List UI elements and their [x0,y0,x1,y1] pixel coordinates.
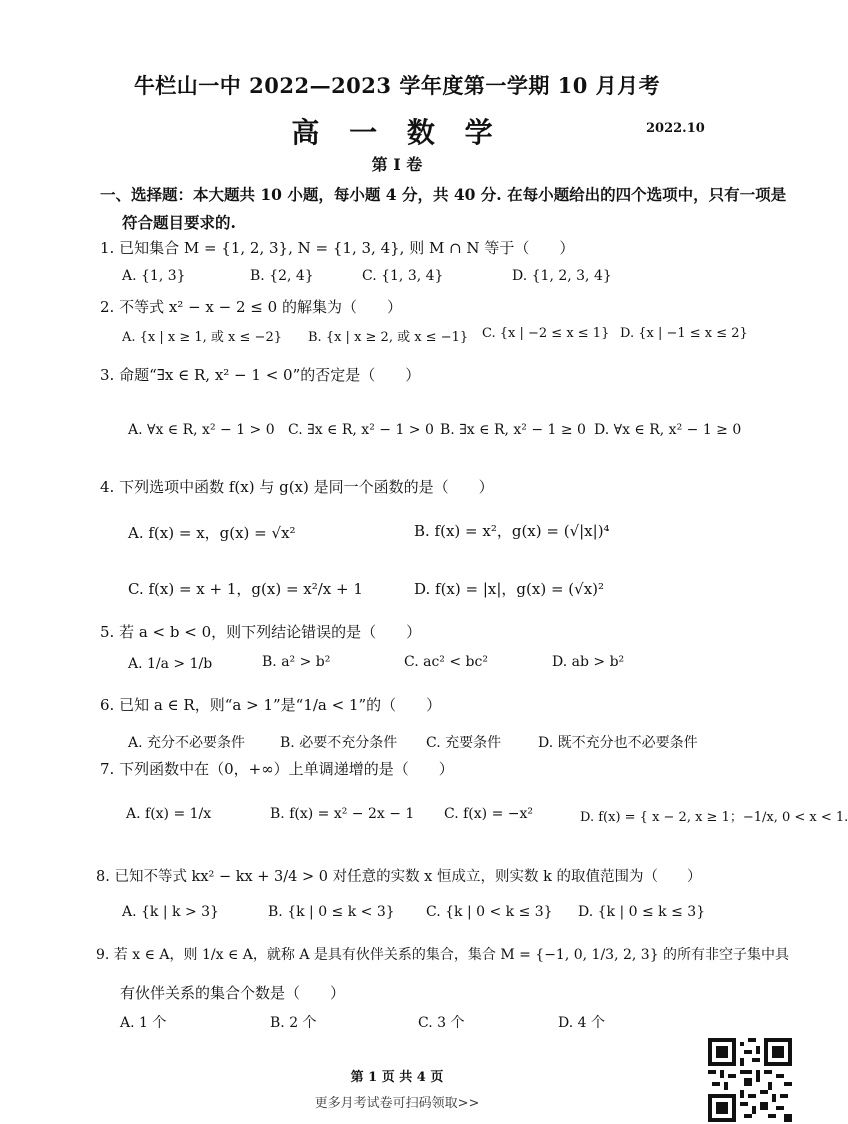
question-8-option-a: A. {k | k > 3} [122,904,219,920]
page-number: 第 1 页 共 4 页 [350,1070,444,1085]
question-1-option-b: B. {2, 4} [250,268,314,284]
question-3-option-c: C. ∃x ∈ R, x² − 1 > 0 [288,422,434,438]
question-8-option-c: C. {k | 0 < k ≤ 3} [426,904,553,920]
question-2-option-b: B. {x | x ≥ 2, 或 x ≤ −1} [308,330,469,345]
question-8-option-d: D. {k | 0 ≤ k ≤ 3} [578,904,706,920]
question-1-option-a: A. {1, 3} [122,268,186,284]
question-7-option-c: C. f(x) = −x² [444,806,533,822]
volume-label: 第 I 卷 [371,155,423,174]
question-2-option-c: C. {x | −2 ≤ x ≤ 1} [482,326,610,341]
question-3-stem: 3. 命题“∃x ∈ R, x² − 1 < 0”的否定是（ ） [100,366,421,384]
question-9-option-d: D. 4 个 [558,1015,605,1031]
question-7-option-a: A. f(x) = 1/x [126,806,212,822]
question-7-stem: 7. 下列函数中在（0，+∞）上单调递增的是（ ） [100,760,454,778]
question-3-option-d: D. ∀x ∈ R, x² − 1 ≥ 0 [594,422,742,438]
question-6-stem: 6. 已知 a ∈ R，则“a > 1”是“1/a < 1”的（ ） [100,696,442,714]
question-9-option-a: A. 1 个 [120,1015,167,1031]
question-5-option-a: A. 1/a > 1/b [128,656,213,672]
exam-title: 牛栏山一中 2022—2023 学年度第一学期 10 月月考 [133,73,661,98]
question-7-option-d: D. f(x) = { x − 2, x ≥ 1；−1/x, 0 < x < 1. [580,810,848,825]
qr-code-icon[interactable] [708,1038,792,1122]
question-4-option-a: A. f(x) = x，g(x) = √x² [128,524,296,542]
question-8-stem: 8. 已知不等式 kx² − kx + 3/4 > 0 对任意的实数 x 恒成立，则实数 k 的取值范围为（ ） [96,869,702,885]
question-2-stem: 2. 不等式 x² − x − 2 ≤ 0 的解集为（ ） [100,298,402,316]
question-8-option-b: B. {k | 0 ≤ k < 3} [268,904,395,920]
section-heading-cont: 符合题目要求的. [122,213,236,232]
question-3-option-b: B. ∃x ∈ R, x² − 1 ≥ 0 [440,422,586,438]
subject-title: 高 一 数 学 [291,116,503,149]
question-5-option-b: B. a² > b² [262,654,331,670]
question-5-stem: 5. 若 a < b < 0，则下列结论错误的是（ ） [100,623,422,641]
question-6-option-d: D. 既不充分也不必要条件 [538,735,698,751]
question-1-stem: 1. 已知集合 M = {1, 2, 3}, N = {1, 3, 4}, 则 M ∩ N 等于（ ） [100,239,575,257]
question-3-option-a: A. ∀x ∈ R, x² − 1 > 0 [128,422,275,438]
question-4-stem: 4. 下列选项中函数 f(x) 与 g(x) 是同一个函数的是（ ） [100,478,494,496]
question-6-option-a: A. 充分不必要条件 [128,735,246,751]
question-6-option-b: B. 必要不充分条件 [280,735,398,751]
question-7-option-b: B. f(x) = x² − 2x − 1 [270,806,415,822]
exam-date: 2022.10 [646,121,705,136]
question-6-option-c: C. 充要条件 [426,735,502,751]
question-9-option-b: B. 2 个 [270,1015,317,1031]
question-9-stem-cont: 有伙伴关系的集合个数是（ ） [120,984,346,1002]
question-5-option-c: C. ac² < bc² [404,654,488,670]
question-4-option-b: B. f(x) = x²，g(x) = (√|x|)⁴ [414,522,610,540]
question-2-option-d: D. {x | −1 ≤ x ≤ 2} [620,326,748,341]
question-9-option-c: C. 3 个 [418,1015,465,1031]
question-1-option-c: C. {1, 3, 4} [362,268,444,284]
question-4-option-d: D. f(x) = |x|，g(x) = (√x)² [414,580,605,598]
question-4-option-c: C. f(x) = x + 1，g(x) = x²/x + 1 [128,580,363,598]
promo-text: 更多月考试卷可扫码领取>> [314,1096,480,1111]
question-2-option-a: A. {x | x ≥ 1, 或 x ≤ −2} [122,330,282,345]
question-9-stem: 9. 若 x ∈ A，则 1/x ∈ A，就称 A 是具有伙伴关系的集合，集合 M = {−1, 0, 1/3, 2, 3} 的所有非空子集中具 [96,947,790,963]
section-heading: 一、选择题：本大题共 10 小题，每小题 4 分，共 40 分. 在每小题给出的四个选项中，只有一项是 [100,185,787,204]
question-1-option-d: D. {1, 2, 3, 4} [512,268,612,284]
question-5-option-d: D. ab > b² [552,654,625,670]
